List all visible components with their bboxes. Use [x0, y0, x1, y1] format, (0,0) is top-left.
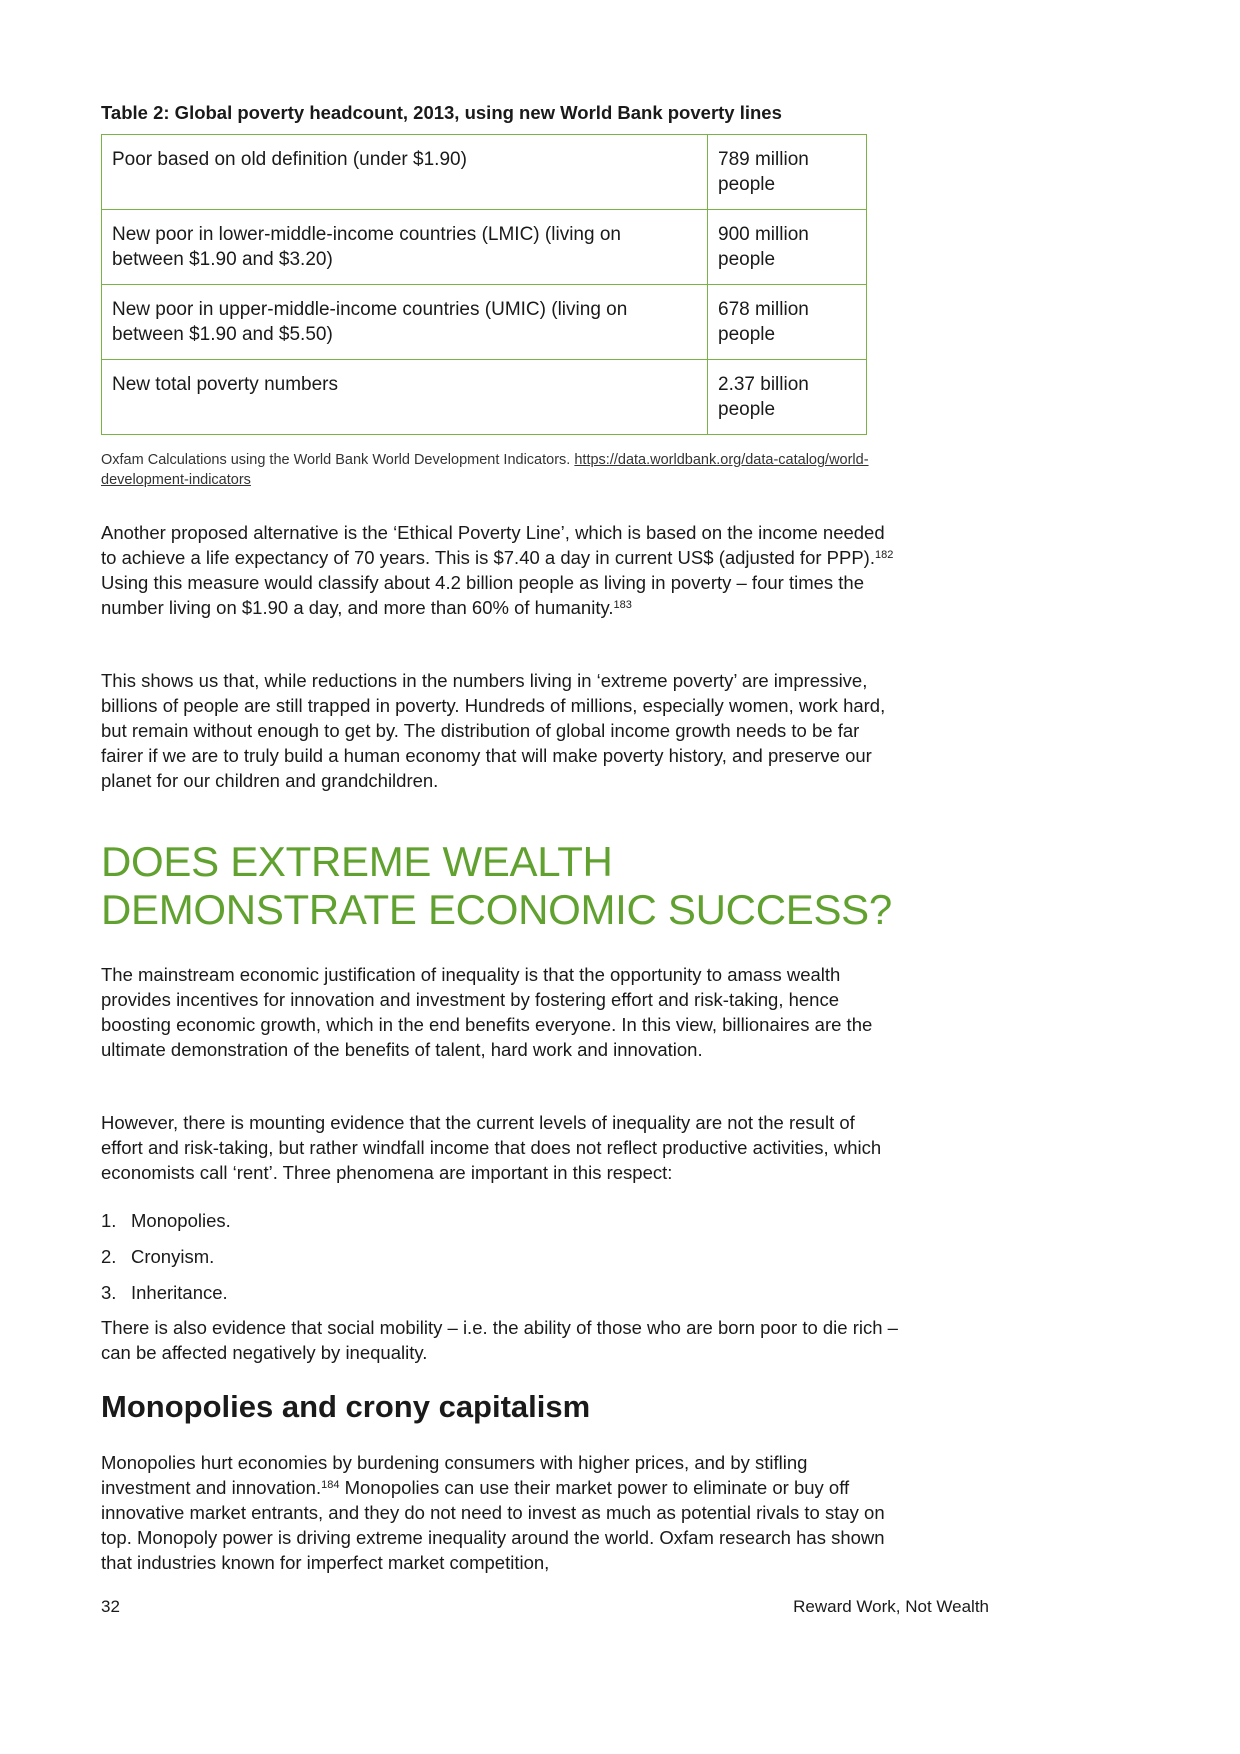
table-cell-value: 678 million people: [708, 285, 867, 360]
table-cell-label: New poor in upper-middle-income countries (UMIC) (living on between $1.90 and $5.50): [102, 285, 708, 360]
heading-line: DOES EXTREME WEALTH: [101, 838, 613, 885]
table-row: [102, 360, 867, 435]
table-caption: Table 2: Global poverty headcount, 2013, using new World Bank poverty lines: [101, 102, 782, 123]
table-row: [102, 285, 867, 360]
paragraph-mounting-evidence: However, there is mounting evidence that the current levels of inequality are not the result of effort and risk-taking, but rather windfall income that does not reflect productive activities, which economists call ‘rent’. Three phenomena are important in this respect:: [101, 1112, 882, 1183]
list-text: Monopolies.: [131, 1210, 231, 1231]
table-cell-label: New poor in lower-middle-income countries (LMIC) (living on between $1.90 and $3.20): [102, 210, 708, 285]
table-cell-label: New total poverty numbers: [102, 360, 708, 435]
list-number: 2.: [101, 1246, 117, 1267]
paragraph-ethical-poverty-line: [101, 520, 901, 620]
paragraph-text: Monopolies hurt economies by burdening consumers with higher prices, and by stifling investment and innovation.: [101, 1452, 808, 1498]
list-number: 3.: [101, 1282, 117, 1303]
section-heading: [101, 838, 892, 934]
list-item: [101, 1208, 231, 1244]
table-cell-value: 789 million people: [708, 135, 867, 210]
footnote-ref[interactable]: 184: [321, 1479, 340, 1491]
source-text: Oxfam Calculations using the World Bank World Development Indicators.: [101, 452, 571, 468]
list-text: Inheritance.: [131, 1282, 228, 1303]
table-cell-value: 2.37 billion people: [708, 360, 867, 435]
paragraph-monopolies: [101, 1450, 901, 1575]
source-link[interactable]: https://data.worldbank.org/data-catalog/world-development-indicators: [101, 452, 869, 488]
footnote-ref[interactable]: 183: [613, 599, 632, 611]
list-item: [101, 1244, 231, 1280]
paragraph-social-mobility: There is also evidence that social mobility – i.e. the ability of those who are born poor to die rich – can be affected negatively by inequality.: [101, 1317, 898, 1363]
poverty-table: [101, 134, 867, 435]
list-item: [101, 1280, 231, 1316]
footnote-ref[interactable]: 182: [874, 549, 894, 561]
heading-line: DEMONSTRATE ECONOMIC SUCCESS?: [101, 886, 892, 933]
paragraph-text: Another proposed alternative is the ‘Ethical Poverty Line’, which is based on the income needed to achieve a life expectancy of 70 years. This is $7.40 a day in current US$ (adjusted for PPP).: [101, 522, 885, 568]
table-cell-value: 900 million people: [708, 210, 867, 285]
phenomena-list: [101, 1208, 231, 1316]
table-source: [101, 450, 891, 490]
paragraph-mainstream-justification: The mainstream economic justification of inequality is that the opportunity to amass wealth provides incentives for innovation and investment by fostering effort and risk-taking, hence boosting economic growth, which in the end benefits everyone. In this view, billionaires are the ultimate demonstration of the benefits of talent, hard work and innovation.: [101, 964, 873, 1060]
paragraph-poverty-trapped: This shows us that, while reductions in the numbers living in ‘extreme poverty’ are impressive, billions of people are still trapped in poverty. Hundreds of millions, especially women, work hard, but remain without enough to get by. The distribution of global income growth needs to be far fairer if we are to truly build a human economy that will make poverty history, and preserve our planet for our children and grandchildren.: [101, 670, 886, 791]
page-number: 32: [101, 1597, 120, 1616]
document-title: Reward Work, Not Wealth: [793, 1597, 989, 1616]
table-cell-label: Poor based on old definition (under $1.90): [102, 135, 708, 210]
table-row: [102, 135, 867, 210]
paragraph-text: Monopolies can use their market power to eliminate or buy off innovative market entrants, and they do not need to invest as much as potential rivals to stay on top. Monopoly power is driving extreme inequality around the world. Oxfam research has shown that industries known for imperfect market competition,: [101, 1477, 885, 1573]
subsection-heading: Monopolies and crony capitalism: [101, 1389, 591, 1424]
list-number: 1.: [101, 1210, 117, 1231]
paragraph-text: Using this measure would classify about 4.2 billion people as living in poverty – four times the number living on $1.90 a day, and more than 60% of humanity.: [101, 572, 865, 618]
table-row: [102, 210, 867, 285]
list-text: Cronyism.: [131, 1246, 215, 1267]
